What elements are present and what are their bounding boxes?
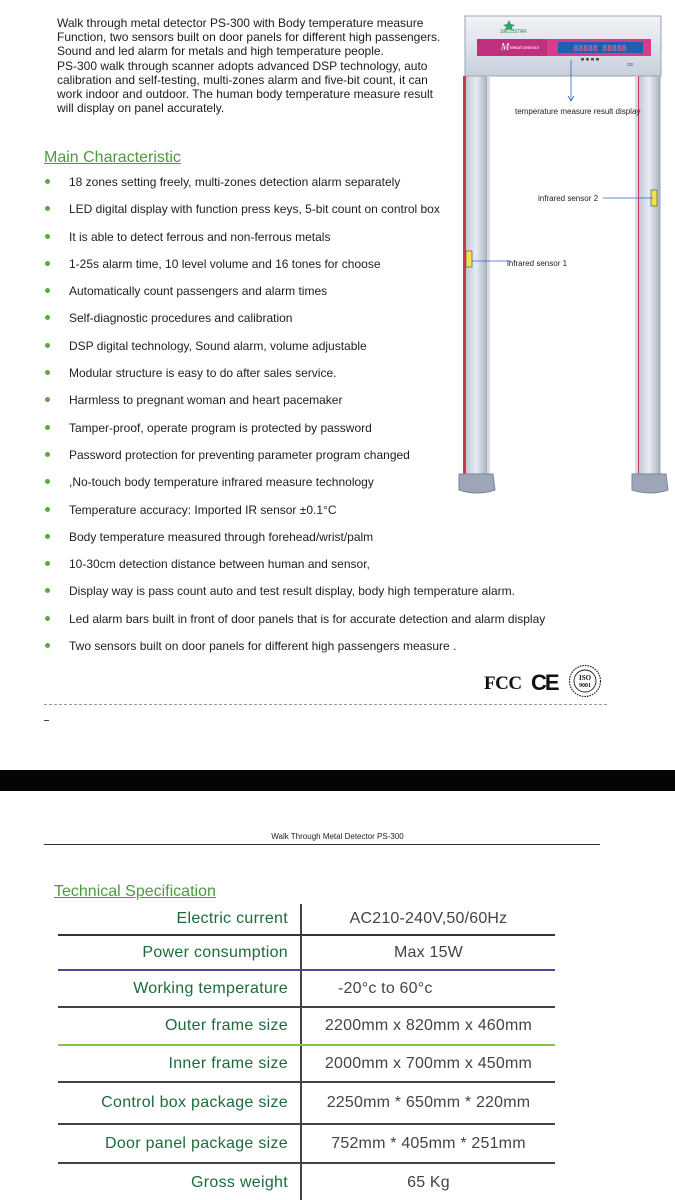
spec-value: 65 Kg <box>407 1174 450 1191</box>
bullet-icon <box>45 561 50 566</box>
panel-label: Metal Detector <box>510 45 540 50</box>
intro-line: calibration and self-testing, multi-zones alarm and five-bit count, it can <box>57 72 428 87</box>
technical-specification-heading: Technical Specification <box>54 883 216 900</box>
bullet-icon <box>45 452 50 457</box>
list-item: 18 zones setting freely, multi-zones detection alarm separately <box>44 172 584 199</box>
spec-value: 2200mm x 820mm x 460mm <box>324 1017 533 1034</box>
svg-text:CE: CE <box>627 62 634 67</box>
list-item: 10-30cm detection distance between human and sensor, <box>44 554 584 581</box>
bullet-icon <box>45 397 50 402</box>
bullet-icon <box>45 343 50 348</box>
list-item: It is able to detect ferrous and non-ferrous metals <box>44 227 584 254</box>
svg-text:9001: 9001 <box>579 683 591 689</box>
annotation-sensor-2: infrared sensor 2 <box>538 194 599 203</box>
intro-line: work indoor and outdoor. The human body temperature measure result <box>57 87 433 102</box>
spec-label: Door panel package size <box>58 1125 302 1162</box>
page-separator <box>0 770 675 791</box>
fcc-logo: FCC <box>484 673 522 694</box>
bullet-icon <box>45 616 50 621</box>
bullet-icon <box>45 234 50 239</box>
panel-logo-m: M <box>501 42 510 53</box>
led-display-digits: 88888 88888 <box>573 44 627 53</box>
table-row <box>58 904 555 936</box>
intro-line: Walk through metal detector PS-300 with Body temperature measure <box>57 16 424 30</box>
bullet-icon <box>45 315 50 320</box>
ce-logo: CE <box>531 670 558 695</box>
spec-label: Inner frame size <box>58 1046 302 1081</box>
header-rule <box>44 844 600 845</box>
intro-line: Function, two sensors built on door panels for different high passengers. <box>57 30 441 45</box>
list-item: Two sensors built on door panels for different high passengers measure . <box>44 636 584 663</box>
divider-mark <box>44 720 49 721</box>
list-item: Body temperature measured through forehead/wrist/palm <box>44 527 584 554</box>
table-row <box>58 1125 555 1164</box>
main-characteristic-heading: Main Characteristic <box>44 149 181 166</box>
spec-value: Max 15W <box>394 943 463 961</box>
spec-label: Working temperature <box>58 971 302 1006</box>
table-row <box>58 1164 555 1200</box>
list-item: LED digital display with function press keys, 5-bit count on control box <box>44 199 584 226</box>
bullet-icon <box>45 425 50 430</box>
annotation-display: temperature measure result display <box>515 107 641 116</box>
table-row <box>58 1083 555 1125</box>
feature-list <box>44 172 584 663</box>
bullet-icon <box>45 507 50 512</box>
bullet-icon <box>45 261 50 266</box>
table-row <box>58 1046 555 1083</box>
list-item: ,No-touch body temperature infrared measure technology <box>44 472 584 499</box>
spec-label: Power consumption <box>58 936 302 969</box>
bullet-icon <box>45 370 50 375</box>
certification-logos <box>484 664 604 700</box>
section-divider <box>44 704 607 705</box>
spec-label: Electric current <box>58 904 302 934</box>
annotation-sensor-1: infrared sensor 1 <box>507 259 568 268</box>
spec-label: Outer frame size <box>58 1008 302 1044</box>
intro-line: Sound and led alarm for metals and high temperature people. <box>57 44 384 59</box>
list-item: DSP digital technology, Sound alarm, volume adjustable <box>44 336 584 363</box>
table-row <box>58 1008 555 1046</box>
list-item: Tamper-proof, operate program is protected by password <box>44 418 584 445</box>
list-item: Led alarm bars built in front of door panels that is for accurate detection and alarm display <box>44 609 584 636</box>
table-row <box>58 936 555 971</box>
bullet-icon <box>45 206 50 211</box>
spec-value: 752mm * 405mm * 251mm <box>331 1134 526 1152</box>
list-item: Modular structure is easy to do after sales service. <box>44 363 584 390</box>
bullet-icon <box>45 534 50 539</box>
spec-value: -20°c to 60°c <box>338 979 433 997</box>
spec-value: 2000mm x 700mm x 450mm <box>324 1054 533 1072</box>
list-item: Password protection for preventing parameter program changed <box>44 445 584 472</box>
intro-line: PS-300 walk through scanner adopts advanced DSP technology, auto <box>57 58 428 73</box>
list-item: 1-25s alarm time, 10 level volume and 16 tones for choose <box>44 254 584 281</box>
spec-label: Gross weight <box>58 1164 302 1200</box>
list-item: Automatically count passengers and alarm times <box>44 281 584 308</box>
list-item: Self-diagnostic procedures and calibration <box>44 308 584 335</box>
intro-line: will display on panel accurately. <box>57 101 225 116</box>
brand-text: SECUSTAR <box>500 29 527 35</box>
iso-seal-icon <box>568 664 602 698</box>
intro-paragraph <box>57 16 462 115</box>
list-item: Display way is pass count auto and test result display, body high temperature alarm. <box>44 581 584 608</box>
spec-table <box>58 904 555 1200</box>
bullet-icon <box>45 479 50 484</box>
spec-value: AC210-240V,50/60Hz <box>349 910 508 927</box>
bullet-icon <box>45 179 50 184</box>
page-header-title: Walk Through Metal Detector PS-300 <box>271 832 404 841</box>
spec-value: 2250mm * 650mm * 220mm <box>326 1094 531 1111</box>
svg-text:ISO: ISO <box>578 674 592 682</box>
list-item: Harmless to pregnant woman and heart pacemaker <box>44 390 584 417</box>
list-item: Temperature accuracy: Imported IR sensor ±0.1°C <box>44 500 584 527</box>
spec-label: Control box package size <box>58 1083 302 1123</box>
bullet-icon <box>45 288 50 293</box>
bullet-icon <box>45 643 50 648</box>
table-row <box>58 971 555 1008</box>
bullet-icon <box>45 588 50 593</box>
